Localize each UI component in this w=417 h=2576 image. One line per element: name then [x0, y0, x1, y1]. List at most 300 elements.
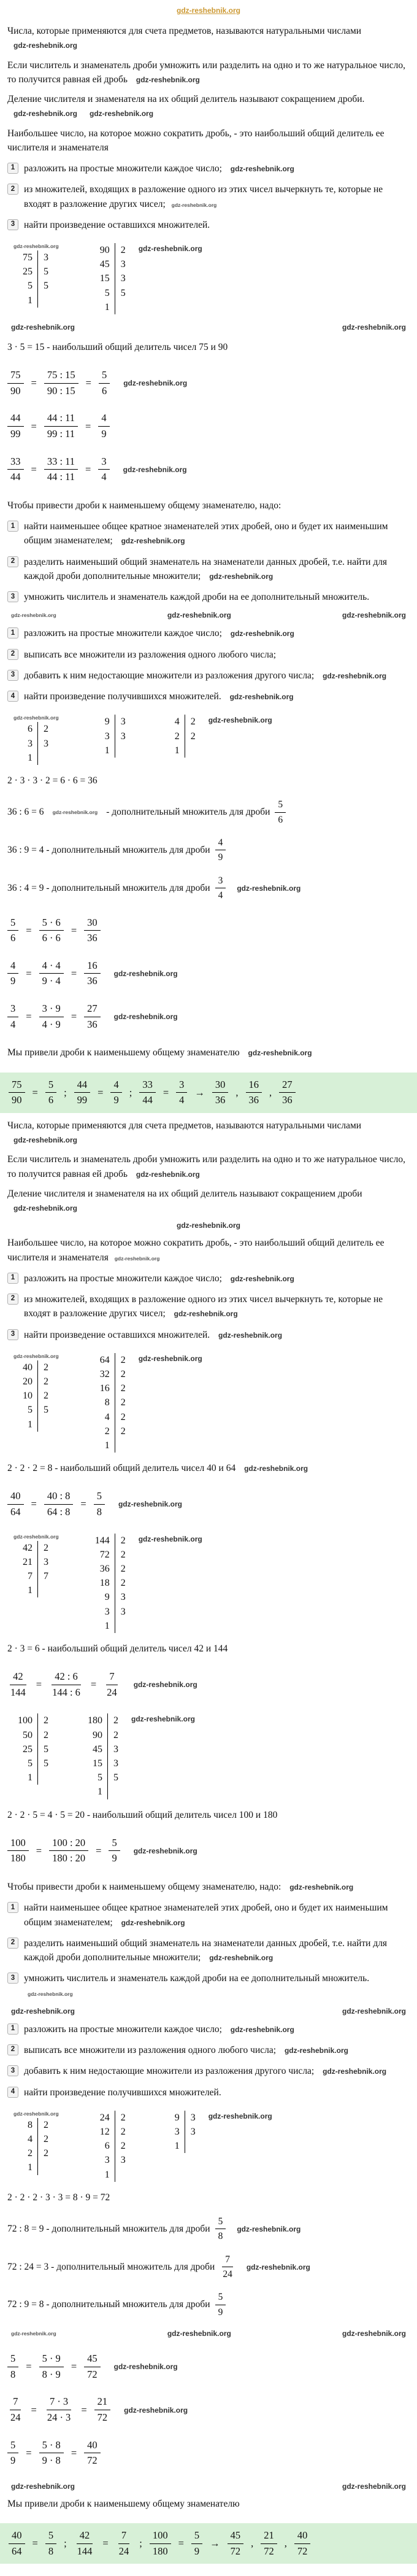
factor-table-row	[91, 729, 129, 743]
divisor-cell: 5	[44, 1405, 48, 1416]
factor-table-row	[83, 1785, 121, 1799]
text-run: найти наименьшее общее кратное знаменателей этих дробей, оно и будет их наименьшим общим знаменателем;	[24, 1903, 388, 1928]
text-run: умножить числитель и знаменатель каждой дроби на ее дополнительный множитель.	[24, 1973, 370, 1984]
factor-table-row	[13, 751, 52, 765]
watermark-text: gdz-reshebnik.org	[174, 1309, 238, 1319]
watermark-text-small: gdz-reshebnik.org	[28, 1990, 73, 1997]
factor-table-row	[91, 271, 129, 285]
text-run: из множителей, входящих в разложение одного из этих чисел вычеркнуть те, которые не входят в разложение других чисел;	[24, 184, 383, 209]
number-cell: 75	[13, 250, 38, 265]
fraction-numerator: 40 : 8	[44, 1490, 74, 1505]
number-cell: 3	[91, 1605, 115, 1619]
list-item	[7, 2085, 410, 2100]
number-cell: 1	[13, 1418, 38, 1432]
fraction-denominator: 64	[12, 2545, 22, 2557]
number-cell: 16	[91, 1381, 115, 1395]
step-number: 2	[7, 556, 18, 567]
text-run: Числа, которые применяются для счета предметов, называются натуральными числами	[7, 1120, 362, 1131]
text-run: ,	[269, 1086, 272, 1098]
fraction	[110, 1079, 121, 1107]
paragraph	[7, 1119, 410, 1147]
watermark-text: gdz-reshebnik.org	[113, 969, 178, 978]
result-line	[7, 1642, 410, 1656]
fraction-denominator: 44	[142, 1094, 153, 1106]
fraction-denominator: 64 : 8	[47, 1505, 71, 1518]
paragraph	[7, 58, 410, 87]
factor-table-row	[13, 1360, 52, 1375]
equation	[7, 369, 410, 397]
fraction	[7, 412, 24, 440]
watermark-text: gdz-reshebnik.org	[167, 2329, 231, 2338]
factor-table	[91, 1534, 129, 1633]
text-run: Если числитель и знаменатель дроби умножить или разделить на одно и то же натуральное число, то получится равная ей дробь	[7, 1154, 405, 1179]
fraction-numerator: 21	[94, 2396, 111, 2410]
fraction-numerator: 5 · 6	[39, 917, 64, 931]
fraction-numerator: 42	[77, 2529, 93, 2544]
site-link[interactable]: gdz-reshebnik.org	[176, 6, 240, 15]
fraction-numerator: 45	[84, 2353, 101, 2367]
watermark-text: gdz-reshebnik.org	[113, 2362, 178, 2372]
fraction	[215, 2291, 226, 2318]
fraction-denominator: 90	[12, 1094, 22, 1106]
equation	[7, 2396, 410, 2424]
factor-table-row	[91, 257, 129, 271]
step-number: 3	[7, 1329, 18, 1340]
factor-table-wrap	[91, 243, 208, 314]
watermark-text: gdz-reshebnik.org	[323, 671, 387, 680]
number-cell: 45	[83, 1742, 108, 1756]
factor-table-wrap	[13, 2111, 59, 2175]
step-number: 4	[7, 2087, 18, 2098]
fraction-denominator: 4 · 9	[42, 1018, 61, 1030]
paragraph	[7, 1880, 410, 1894]
number-cell: 90	[83, 1728, 108, 1742]
factorization-tables	[13, 243, 410, 314]
divisor-cell: 3	[113, 1744, 118, 1755]
equation	[7, 2353, 410, 2381]
step-text	[24, 590, 410, 604]
step-text	[24, 519, 410, 548]
fraction	[215, 837, 226, 864]
divisor-cell: 2	[44, 1362, 48, 1373]
fraction-denominator: 64	[10, 1505, 21, 1518]
fraction	[139, 1079, 156, 1107]
step-number: 3	[7, 1973, 18, 1984]
divisor-cell	[38, 2160, 52, 2174]
number-cell: 5	[83, 1771, 108, 1785]
factor-table-row	[91, 1367, 129, 1381]
watermark-text: gdz-reshebnik.org	[123, 465, 187, 474]
text-run: =	[31, 463, 37, 475]
divisor-cell	[115, 1438, 129, 1453]
divisor-cell: 3	[120, 716, 126, 727]
text-run: - дополнительный множитель для дроби	[106, 807, 270, 818]
step-number: 3	[7, 670, 18, 681]
factor-table	[91, 715, 129, 758]
text-run: 36 : 9 = 4 - дополнительный множитель для дроби	[7, 844, 210, 855]
fraction	[98, 412, 109, 440]
watermark-text: gdz-reshebnik.org	[136, 1170, 200, 1179]
factor-table-inner	[13, 2118, 59, 2175]
divisor-cell: 2	[120, 1426, 126, 1437]
fraction-numerator: 33	[139, 1079, 156, 1093]
fraction-denominator: 4	[10, 1018, 16, 1030]
factor-table-row	[91, 2125, 129, 2139]
text-run: =	[36, 1844, 42, 1856]
text-run: =	[71, 2361, 77, 2373]
fraction-numerator: 4 · 4	[39, 960, 64, 974]
text-run: ;	[64, 2537, 67, 2550]
text-run: добавить к ним недостающие множители из разложения другого числа;	[24, 2066, 317, 2077]
number-cell: 5	[13, 1756, 38, 1771]
text-run: =	[85, 420, 91, 432]
number-cell: 20	[13, 1375, 38, 1389]
step-number: 1	[7, 627, 18, 638]
divisor-cell: 5	[44, 1744, 48, 1755]
number-cell: 6	[13, 722, 38, 736]
factor-table-wrap	[13, 1534, 59, 1598]
paragraph	[7, 92, 410, 121]
fraction	[7, 1490, 24, 1518]
watermark-text: gdz-reshebnik.org	[209, 1953, 274, 1962]
number-cell: 32	[91, 1367, 115, 1381]
text-run: =	[26, 924, 32, 936]
fraction	[150, 2529, 171, 2558]
text-run: Наибольшее число, на которое можно сократить дробь, - это наибольший общий делитель ее числителя и знаменателя	[7, 1238, 384, 1263]
fraction	[7, 960, 18, 988]
divisor-cell: 2	[120, 1535, 126, 1546]
fraction-numerator: 30	[212, 1079, 229, 1093]
watermark-text: gdz-reshebnik.org	[230, 629, 294, 638]
factor-table-inner	[161, 715, 278, 758]
fraction-denominator: 6	[278, 814, 283, 825]
list-item	[7, 555, 410, 584]
factor-table-row	[161, 2125, 199, 2139]
number-cell: 1	[91, 300, 115, 314]
watermark-row	[11, 323, 406, 332]
result-line	[7, 2190, 410, 2205]
text-run: 2 · 3 = 6 - наибольший общий делитель чисел 42 и 144	[7, 1643, 228, 1654]
step-text	[24, 1971, 410, 2000]
fraction-denominator: 44 : 11	[47, 471, 75, 483]
fraction-denominator: 180 : 20	[52, 1852, 86, 1864]
divisor-cell: 2	[120, 2141, 126, 2152]
factor-table-row	[161, 2139, 199, 2153]
watermark-text-small: gdz-reshebnik.org	[11, 612, 56, 619]
watermark-text: gdz-reshebnik.org	[131, 1715, 196, 1724]
fraction-numerator: 40	[294, 2529, 311, 2544]
number-cell: 45	[91, 257, 115, 271]
text-run: 72 : 8 = 9 - дополнительный множитель для дроби	[7, 2223, 210, 2234]
number-cell: 9	[91, 715, 115, 729]
list-item	[7, 1271, 410, 1286]
step-number: 1	[7, 163, 18, 174]
number-cell: 9	[161, 2111, 185, 2125]
fraction	[7, 369, 24, 397]
paragraph	[7, 1152, 410, 1181]
divisor-cell: 3	[190, 2112, 196, 2123]
factor-table-wrap	[13, 1353, 59, 1432]
factorization-tables	[13, 1534, 410, 1633]
factor-table-row	[13, 1555, 52, 1569]
fraction-denominator: 24	[107, 1686, 117, 1698]
watermark-text: gdz-reshebnik.org	[13, 1204, 78, 1212]
fraction-numerator: 3	[176, 1079, 187, 1093]
fraction-denominator: 90 : 15	[47, 384, 75, 397]
fraction	[39, 960, 64, 988]
number-cell: 1	[83, 1785, 108, 1799]
divisor-cell: 2	[44, 1542, 48, 1553]
equation	[7, 1837, 410, 1865]
text-run: найти произведение получившихся множителей.	[24, 2087, 221, 2098]
text-run: 2 · 2 · 2 · 3 · 3 = 8 · 9 = 72	[7, 2192, 110, 2203]
list-item	[7, 689, 410, 704]
number-cell: 6	[91, 2139, 115, 2153]
text-run: ,	[251, 2537, 254, 2550]
factor-table-wrap	[91, 1534, 208, 1633]
fraction-numerator: 75 : 15	[44, 369, 78, 384]
divisor-cell	[115, 300, 129, 314]
step-number: 1	[7, 1273, 18, 1284]
fraction-numerator: 7	[222, 2254, 233, 2267]
divisor-cell: 2	[190, 731, 196, 742]
text-run: =	[31, 2403, 37, 2416]
watermark-text: gdz-reshebnik.org	[342, 2329, 406, 2338]
factor-table-row	[13, 1403, 52, 1417]
equation	[7, 960, 410, 988]
fraction-denominator: 144	[77, 2545, 93, 2557]
list-item	[7, 590, 410, 604]
number-cell: 90	[91, 243, 115, 257]
factor-table-row	[91, 1562, 129, 1576]
fraction	[98, 456, 109, 484]
factor-table-row	[91, 1353, 129, 1367]
fraction-denominator: 24	[223, 2269, 232, 2280]
fraction	[275, 799, 286, 826]
factor-table	[13, 2118, 52, 2175]
factor-table-row	[91, 1605, 129, 1619]
factor-table-row	[13, 737, 52, 751]
fraction-denominator: 72	[87, 2368, 98, 2380]
fraction-denominator: 4	[179, 1094, 185, 1106]
watermark-text: gdz-reshebnik.org	[133, 1846, 197, 1855]
step-number: 2	[7, 184, 18, 195]
text-run: 72 : 9 = 8 - дополнительный множитель для дроби	[7, 2299, 210, 2310]
step-number: 3	[7, 219, 18, 230]
page-header	[7, 4, 410, 18]
fraction-numerator: 44 : 11	[44, 412, 78, 427]
text-run: =	[26, 1011, 32, 1023]
fraction	[279, 1079, 296, 1107]
watermark-text: gdz-reshebnik.org	[90, 109, 154, 118]
fraction	[49, 1837, 88, 1865]
divisor-cell: 2	[190, 716, 196, 727]
fraction-denominator: 99	[77, 1094, 88, 1106]
step-text	[24, 2043, 410, 2057]
divisor-cell: 5	[44, 281, 48, 292]
fraction-denominator: 8 · 9	[42, 2368, 61, 2380]
list-item	[7, 218, 410, 232]
number-cell: 4	[161, 715, 185, 729]
number-cell: 4	[91, 1410, 115, 1424]
fraction	[39, 2353, 64, 2381]
fraction-denominator: 9	[218, 2306, 223, 2318]
number-cell: 180	[83, 1713, 108, 1728]
step-text	[24, 555, 410, 584]
fraction	[246, 1079, 262, 1107]
fraction-denominator: 99 : 11	[47, 428, 75, 440]
fraction-numerator: 33 : 11	[44, 456, 78, 470]
number-cell: 100	[13, 1713, 38, 1728]
factor-table-row	[91, 1534, 129, 1548]
text-run: найти наименьшее общее кратное знаменателей этих дробей, оно и будет их наименьшим общим знаменателем;	[24, 521, 388, 546]
fraction-numerator: 7	[10, 2396, 21, 2410]
number-cell: 10	[13, 1389, 38, 1403]
text-run: Мы привели дроби к наименьшему общему знаменателю	[7, 2498, 240, 2509]
equation	[7, 837, 410, 864]
fraction-numerator: 3	[7, 1003, 18, 1017]
text-run: =	[178, 2537, 184, 2550]
text-run: =	[71, 1011, 77, 1023]
factor-table-inner	[13, 722, 59, 765]
number-cell: 50	[13, 1728, 38, 1742]
step-text	[24, 1936, 410, 1965]
watermark-text: gdz-reshebnik.org	[218, 1330, 283, 1340]
number-cell: 36	[91, 1562, 115, 1576]
text-run: =	[71, 924, 77, 936]
number-cell: 1	[13, 2160, 38, 2174]
factor-table-row	[13, 1375, 52, 1389]
fraction	[215, 875, 226, 902]
factor-table-inner	[13, 1713, 52, 1785]
fraction	[39, 1003, 64, 1031]
fraction-denominator: 36	[87, 975, 98, 987]
fraction	[7, 456, 24, 484]
number-cell: 144	[91, 1534, 115, 1548]
factor-table-row	[13, 1569, 52, 1583]
text-run: =	[96, 1844, 102, 1856]
text-run: =	[36, 1678, 42, 1691]
text-run: =	[31, 1498, 37, 1510]
fraction-denominator: 72	[97, 2411, 108, 2424]
fraction-numerator: 44	[7, 412, 24, 427]
number-cell: 24	[91, 2111, 115, 2125]
divisor-cell: 3	[120, 2155, 126, 2166]
step-text	[24, 161, 410, 176]
fraction	[261, 2529, 277, 2558]
watermark-text-small: gdz-reshebnik.org	[13, 243, 59, 249]
watermark-text: gdz-reshebnik.org	[121, 1918, 185, 1927]
factor-table-row	[83, 1771, 121, 1785]
step-text	[24, 1292, 410, 1321]
fraction	[84, 1003, 101, 1031]
factor-table	[13, 250, 52, 308]
watermark-text: gdz-reshebnik.org	[229, 692, 294, 702]
fraction-numerator: 4	[215, 837, 226, 850]
divisor-cell: 2	[120, 2112, 126, 2123]
factor-table-inner	[91, 2111, 129, 2182]
divisor-cell: 2	[120, 245, 126, 255]
fraction-numerator: 5	[7, 2353, 18, 2367]
fraction	[44, 412, 78, 440]
factorization-tables	[13, 1353, 410, 1453]
factor-table-inner	[83, 1713, 201, 1799]
list-item	[7, 182, 410, 211]
watermark-text: gdz-reshebnik.org	[289, 1883, 354, 1891]
fraction-denominator: 9	[112, 1852, 117, 1864]
paragraph	[7, 1187, 410, 1216]
watermark-text-small: gdz-reshebnik.org	[114, 1255, 160, 1262]
step-text	[24, 182, 410, 211]
factor-table-row	[83, 1713, 121, 1728]
fraction	[44, 369, 78, 397]
factor-table-row	[91, 1438, 129, 1453]
number-cell: 15	[91, 271, 115, 285]
divisor-cell: 2	[44, 2148, 48, 2159]
factor-table	[13, 1360, 52, 1432]
factor-table-row	[91, 715, 129, 729]
factor-table-row	[91, 286, 129, 300]
fraction-numerator: 7	[106, 1670, 117, 1685]
fraction-numerator: 4	[98, 412, 109, 427]
factor-table-wrap	[161, 715, 278, 758]
divisor-cell: 2	[120, 1397, 126, 1408]
fraction	[212, 1079, 229, 1107]
fraction	[49, 1670, 83, 1699]
fraction-numerator: 5	[7, 917, 18, 931]
number-cell: 1	[161, 2139, 185, 2153]
fraction-numerator: 5	[191, 2529, 202, 2544]
factor-table	[13, 722, 52, 765]
fraction-denominator: 4	[218, 890, 223, 901]
fraction-denominator: 9 · 4	[42, 975, 61, 987]
text-run: разложить на простые множители каждое число;	[24, 163, 224, 174]
watermark-text: gdz-reshebnik.org	[123, 379, 188, 388]
equation	[7, 412, 410, 440]
divisor-cell	[38, 1583, 52, 1597]
divisor-cell: 7	[44, 1570, 48, 1581]
factorization-tables	[13, 2111, 410, 2182]
number-cell: 3	[91, 729, 115, 743]
watermark-row	[11, 2482, 406, 2491]
divisor-cell	[115, 743, 129, 758]
factor-table	[91, 2111, 129, 2182]
fraction-numerator: 7 · 3	[47, 2396, 71, 2410]
text-run: разложить на простые множители каждое число;	[24, 2023, 224, 2035]
divisor-cell	[108, 1785, 121, 1799]
watermark-text: gdz-reshebnik.org	[13, 1136, 78, 1144]
list-item	[7, 1292, 410, 1321]
fraction-numerator: 75	[9, 1079, 25, 1093]
number-cell: 42	[13, 1541, 38, 1555]
divisor-cell: 2	[44, 2133, 48, 2144]
number-cell: 21	[13, 1555, 38, 1569]
divisor-cell: 5	[44, 1758, 48, 1769]
fraction-numerator: 5 · 8	[39, 2439, 64, 2454]
watermark-text: gdz-reshebnik.org	[284, 2046, 348, 2055]
factor-table-row	[13, 279, 52, 293]
fraction-numerator: 5 · 9	[39, 2353, 64, 2367]
fraction-numerator: 45	[228, 2529, 244, 2544]
fraction	[7, 1003, 18, 1031]
fraction	[215, 2216, 226, 2243]
list-item	[7, 2064, 410, 2078]
text-run: ;	[129, 1086, 132, 1098]
step-number: 4	[7, 691, 18, 702]
text-run: →	[194, 1086, 205, 1098]
list-item	[7, 1328, 410, 1342]
divisor-cell: 2	[44, 1729, 48, 1740]
